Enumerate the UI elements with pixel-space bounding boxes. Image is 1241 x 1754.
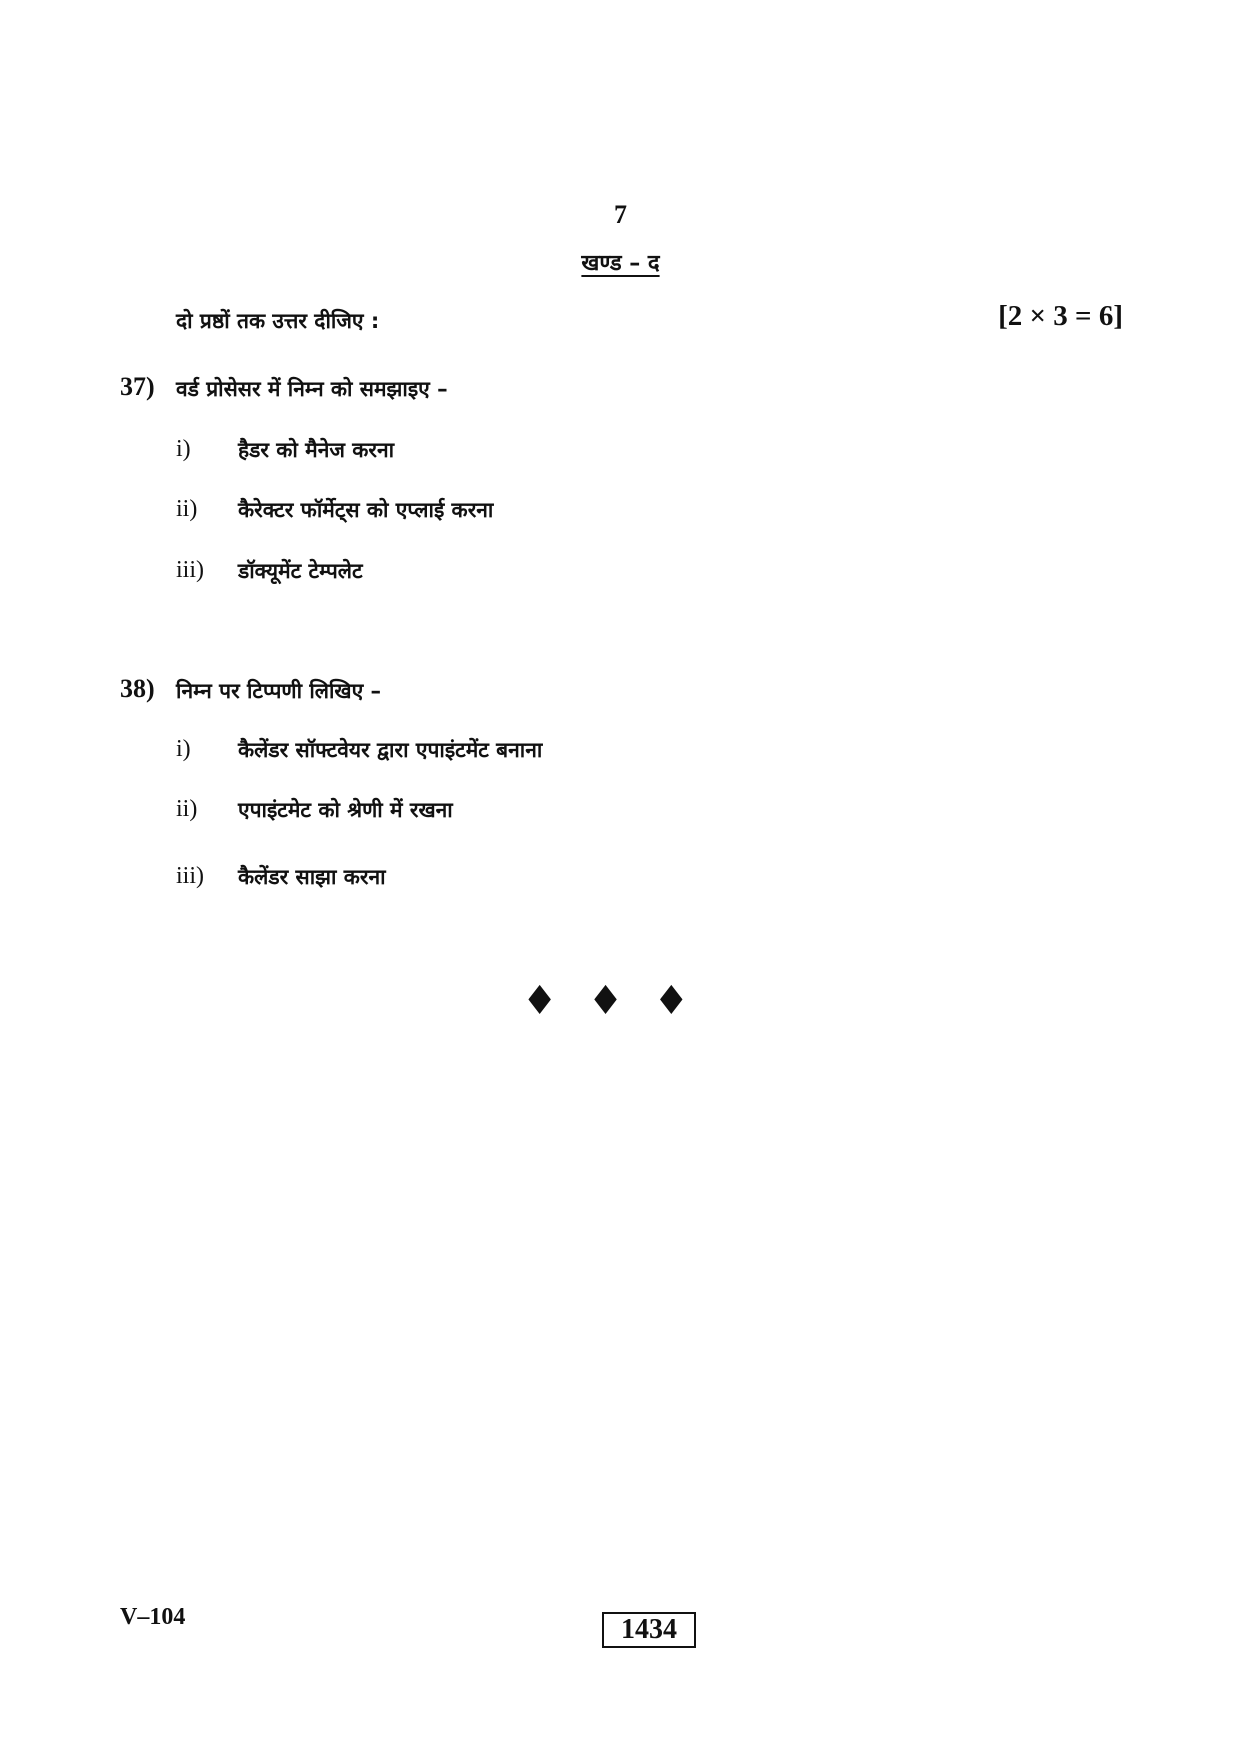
sub-question-label: iii) <box>176 863 204 889</box>
question-number: 37) <box>120 372 155 401</box>
sub-question-text: कैलेंडर साझा करना <box>238 865 386 889</box>
sub-question-text: कैरेक्टर फॉर्मेट्स को एप्लाई करना <box>238 498 494 522</box>
question-number: 38) <box>120 674 155 703</box>
sub-question-text: डॉक्यूमेंट टेम्पलेट <box>238 559 363 583</box>
sub-question-label: i) <box>176 736 191 762</box>
sub-question-text: एपाइंटमेट को श्रेणी में रखना <box>238 798 453 822</box>
end-ornament: ♦♦♦ <box>521 978 720 1024</box>
question-text: निम्न पर टिप्पणी लिखिए – <box>176 679 382 703</box>
page-number: 7 <box>614 200 627 229</box>
sub-question-label: ii) <box>176 796 198 822</box>
boxed-code: 1434 <box>602 1612 696 1648</box>
section-title-text: खण्ड – द <box>581 251 660 276</box>
sub-question-text: कैलेंडर सॉफ्टवेयर द्वारा एपाइंटमेंट बनाना <box>238 738 543 762</box>
instruction-text: दो प्रष्ठों तक उत्तर दीजिए : <box>176 309 380 333</box>
paper-code: V–104 <box>120 1604 186 1630</box>
sub-question-label: ii) <box>176 496 198 522</box>
marks-allocation: [2 × 3 = 6] <box>998 300 1123 332</box>
sub-question-label: i) <box>176 436 191 462</box>
section-title <box>0 247 1241 277</box>
question-text: वर्ड प्रोसेसर में निम्न को समझाइए – <box>176 377 448 401</box>
sub-question-label: iii) <box>176 557 204 583</box>
sub-question-text: हैडर को मैनेज करना <box>238 438 395 462</box>
